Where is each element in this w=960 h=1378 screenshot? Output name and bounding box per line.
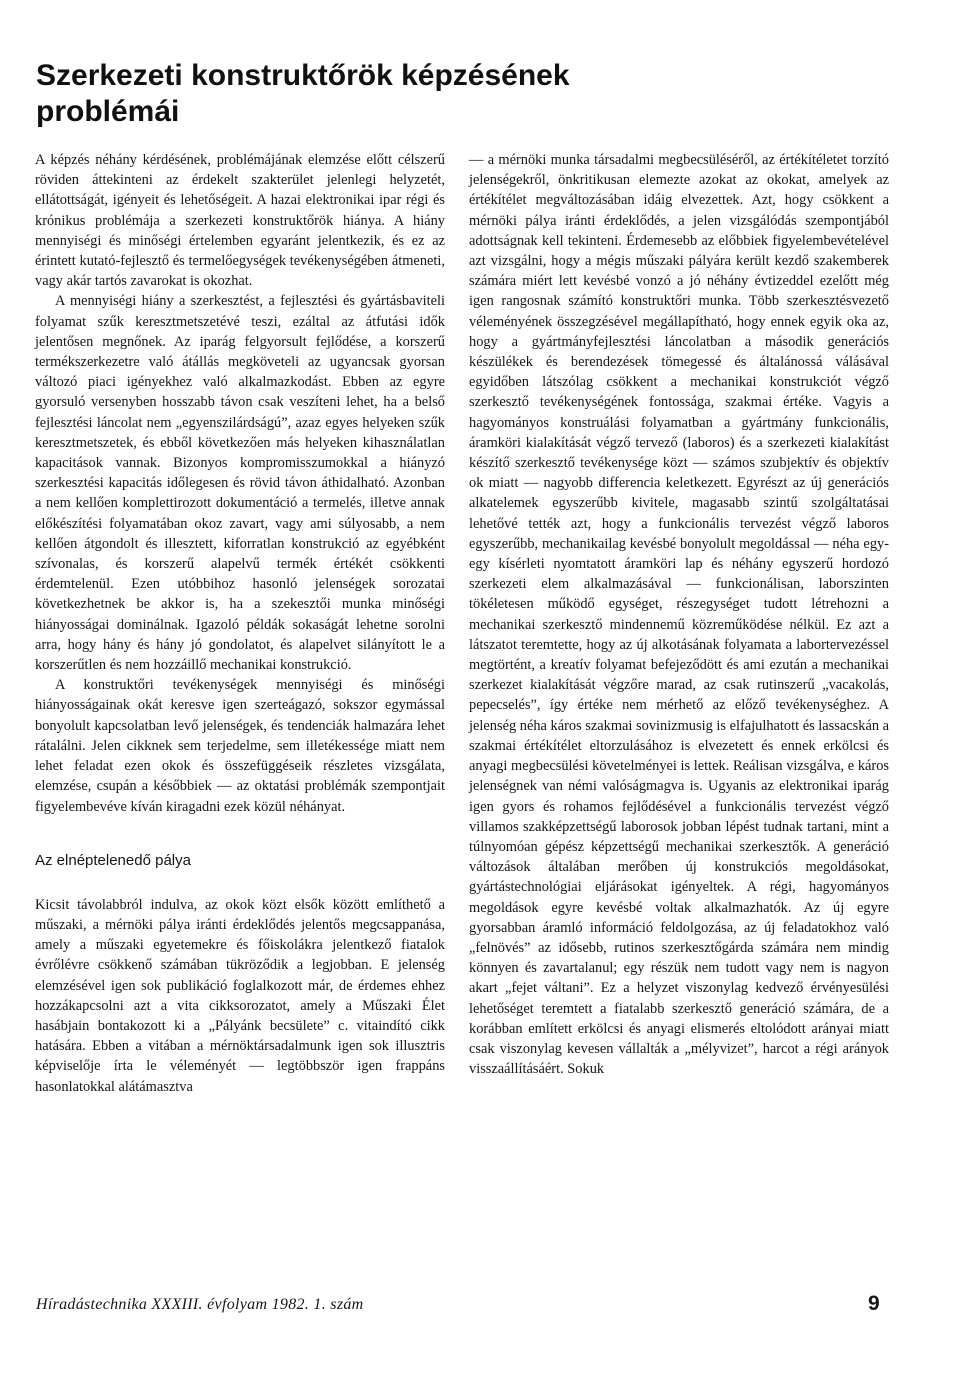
journal-footer: Híradástechnika XXXIII. évfolyam 1982. 1. szám [36, 1296, 364, 1313]
paragraph: A konstruktőri tevékenységek mennyiségi és minőségi hiányosságainak okát keresve igen szerteágazó, sokszor egymással bonyolult kapcsolatban levő jelenségek, és tendenciák halmazára lehet rátalálni. Jelen cikknek sem terjedelme, sem illetékessége miatt nem lehet feladat ezen okok és összefüggéseik részletes vizsgálata, elemzése, csupán a későbbiek — az oktatási problémák szempontjait figyelembevéve kíván kiragadni ezek közül néhányat. [35, 677, 445, 815]
article-title: Szerkezeti konstruktőrök képzésének problémái [36, 59, 570, 128]
right-column [469, 150, 889, 1079]
paragraph: A mennyiségi hiány a szerkesztést, a fejlesztési és gyártásbaviteli folyamat szűk keresztmetszetévé teszi, ezáltal az átfutási idők jelentősen megnőnek. Az iparág felgyorsult fejlődése, a korszerű termékszerkezetre való átállás megköveteli az ugyancsak gyorsan változó piaci igényekhez való alkalmazkodást. Ebben az egyre gyorsuló versenyben hosszabb távon csak veszíteni lehet, ha a belső fejlesztési láncolat nem „egyenszilárdságú”, azaz egyes helyeken szűk keresztmetszetek, és ebből következően más helyeken kihasználatlan kapacitások vannak. Bizonyos kompromisszumokkal a hiányzó szerkesztési kapacitás időlegesen és rövid távon áthidalható. Azonban a nem kellően komplettirozott dokumentáció a termelés, illetve annak előkészítési folyamatában okoz zavart, vagy ami súlyosabb, a nem kellően átgondolt és illesztett, kiforratlan konstrukció az egyébként szívonalas, és korszerű alapelvű termék értékét csökkenti érdemtelenül. Ezen utóbbihoz hasonló jelenségek sorozatai következhetnek be akkor is, ha a szekesztői munka minőségi hiányosságai dominálnak. Igazoló példák sokaságát lehetne sorolni arra, hogy hány és hány jó gondolatot, és alapelvet silányított le a korszerűtlen és nem hozzáillő mechanikai konstrukció. [35, 293, 445, 674]
left-column [35, 150, 445, 1097]
page-number: 9 [868, 1292, 880, 1315]
paragraph: Kicsit távolabbról indulva, az okok közt elsők között említhető a műszaki, a mérnöki pálya iránti érdeklődés jelentős megcsappanása, amely a műszaki egyetemekre és főiskolákra jelentkező fiatalok évrőlévre csökkenő számában tükröződik a legjobban. E jelenség elemzésével igen sok publikáció foglalkozott már, de érdemes ehhez hozzákapcsolni azt a vita cikksorozatot, amely a Műszaki Élet hasábjain bontakozott ki a „Pályánk becsülete” c. vitaindító cikk hatására. Ebben a vitában a mérnöktársadalmunk igen sok illusztris képviselője írta le véleményét — legtöbbször igen frappáns hasonlatokkal alátámasztva [35, 896, 445, 1095]
paragraph: — a mérnöki munka társadalmi megbecsüléséről, az értékítéletet torzító jelenségekről, önkritikusan elemezte azokat az okokat, amelyek az értékítélet megváltozásában idáig elvezettek. Azt, hogy csökkent a mérnöki pálya iránti érdeklődés, a jelen vizsgálódás szempontjából adottságnak kell tekinteni. Érdemesebb az előbbiek figyelembevételével azt vizsgálni, hogy a mégis műszaki pályára került kezdő szakemberek számára miért lett kevésbé vonzó a jó néhány évtizeddel ezelőtt még igen rangosnak számító konstruktőri munka. Több szerkesztésvezető véleményének összegzésével megállapítható, hogy ennek egyik oka az, hogy a gyártmányfejlesztési láncolatban a második generációs készülékek és berendezések tömegessé és általánossá válásával egyidőben látszólag csökkent a mechanikai konstrukciót végző szerkesztő tevékenységének fontossága, szakmai értéke. Vagyis a hagyományos konstruálási folyamatban a gyártmány funkcionális, áramköri kialakítását végző tervező (laboros) és a szerkezeti kialakítást készítő szerkesztő tevékenysége közt — számos szubjektív és objektív ok miatt — nagyobb differencia keletkezett. Egyrészt az új generációs alkatelemek egyszerűbb kivitele, magasabb szintű szolgáltatásai lehetővé tették azt, hogy a funkcionális tervezést végző laboros egyszerűbb, mechanikailag kevésbé bonyolult megoldással — néha egy-egy kísérleti nyomtatott áramköri lap és néhány egyszerű hordozó szerkezeti elem alkalmazásával — funkcionálisan, laborszinten tökéletesen működő egységet, részegységet tudott létrehozni a mechanikai szerkesztő mindennemű közreműködése nélkül. Ez azt a látszatot teremtette, hogy az új alkotásának folyamata a labortervezéssel megtörtént, a kreatív folyamat befejeződött és ami ezután a mechanikai szerkezet kialakítását végzőre marad, az csak rutinszerű „vacakolás, pepecselés”, így értéke nem mérhető az előző tevékenységhez. A jelenség néha káros szakmai sovinizmusig is elfajulhatott és lassacskán a szakmai értékítélet eltorzulásához is elvezetett és ennek erkölcsi és anyagi megbecsülési követelményei is lettek. Reálisan vizsgálva, e káros jelenségnek van némi valóságmagva is. Ugyanis az elektronikai iparág igen gyors és rohamos fejlődésével a funkcionális tervezést végző villamos szakképzettségű laborosok jobban lépést tudnak tartani, mint a túlnyomóan gépész képzettségű mechanikai szerkesztők. A generáció változások általában merőben új konstrukciós megoldásokat, gyártástechnológiai eljárásokat igényeltek. A régi, hagyományos megoldások egyre kevésbé voltak alkalmazhatók. Az új egyre gyorsabban áramló információ feldolgozása, az új feladatokhoz való „felnövés” az idősebb, rutinos szerkesztőgárda számára nem mindig könnyen és zavartalanul; egy részük nem tudott vagy nem is nagyon akart „fejet váltani”. Ez a helyzet viszonylag kedvező érvényesülési lehetőséget teremtett a fiatalabb szerkesztő generáció számára, de a korábban említett erkölcsi és anyagi elismerés eltolódott arányai miatt csak viszonylag kevesen vállalták a „mélyvizet”, harcot a régi arányok visszaállításáért. Sokuk [469, 152, 890, 1078]
paragraph: A képzés néhány kérdésének, problémájának elemzése előtt célszerű röviden áttekinteni az érdekelt szakterület jelenlegi helyzetét, ellátottságát, igényeit és lehetőségeit. A hazai elektronikai ipar régi és krónikus problémája a szerkezeti konstruktőrök hiánya. A hiány mennyiségi és minőségi értelemben egyaránt jelentkezik, és ez az érintett kutató-fejlesztő és termelőegységek tevékenységében átmeneti, vagy akár tartós zavarokat is okozhat. [35, 152, 445, 290]
section-heading: Az elnéptelenedő pálya [35, 851, 191, 869]
